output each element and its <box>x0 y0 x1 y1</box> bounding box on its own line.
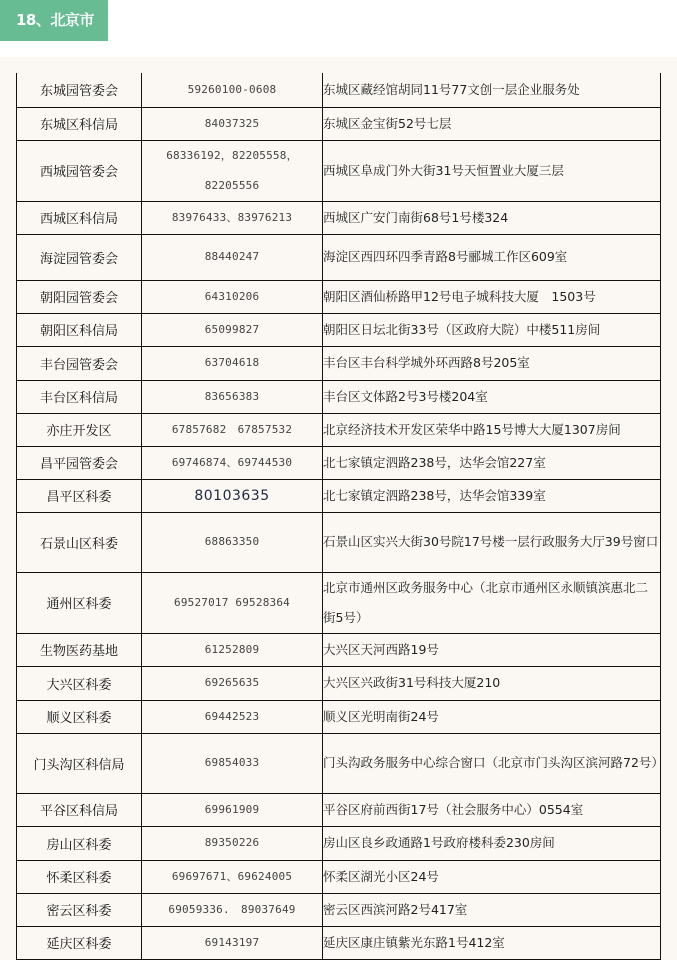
address-cell: 朝阳区酒仙桥路甲12号电子城科技大厦 1503号 <box>323 280 661 313</box>
table-row <box>17 73 661 107</box>
table-row <box>17 280 661 313</box>
org-name-cell: 密云区科委 <box>17 893 142 926</box>
phone-cell: 69059336. 89037649 <box>142 893 323 926</box>
address-cell: 北京经济技术开发区荣华中路15号博大大厦1307房间 <box>323 413 661 446</box>
phone-cell: 88440247 <box>142 234 323 280</box>
address-cell: 大兴区天河西路19号 <box>323 633 661 666</box>
org-name-cell: 东城区科信局 <box>17 107 142 140</box>
address-cell: 房山区良乡政通路1号政府楼科委230房间 <box>323 826 661 860</box>
org-name-cell: 朝阳区科信局 <box>17 313 142 346</box>
org-name-cell: 房山区科委 <box>17 826 142 860</box>
phone-cell: 59260100-0608 <box>142 73 323 107</box>
address-cell: 西城区阜成门外大街31号天恒置业大厦三层 <box>323 140 661 201</box>
table-row <box>17 926 661 959</box>
address-cell: 丰台区文体路2号3号楼204室 <box>323 380 661 413</box>
table-row <box>17 512 661 572</box>
phone-cell: 69746874、69744530 <box>142 446 323 479</box>
table-row <box>17 313 661 346</box>
table-row <box>17 234 661 280</box>
address-cell: 朝阳区日坛北街33号（区政府大院）中楼511房间 <box>323 313 661 346</box>
org-name-cell: 昌平区科委 <box>17 479 142 512</box>
phone-cell: 65099827 <box>142 313 323 346</box>
org-name-cell: 朝阳园管委会 <box>17 280 142 313</box>
table-row <box>17 107 661 140</box>
table-row <box>17 893 661 926</box>
address-cell: 顺义区光明南街24号 <box>323 700 661 733</box>
table-row <box>17 826 661 860</box>
address-cell: 延庆区康庄镇紫光东路1号412室 <box>323 926 661 959</box>
section-heading: 18、北京市 <box>0 0 108 41</box>
table-row <box>17 572 661 633</box>
org-name-cell: 门头沟区科信局 <box>17 733 142 793</box>
org-name-cell: 怀柔区科委 <box>17 860 142 893</box>
table-row <box>17 633 661 666</box>
address-cell: 大兴区兴政街31号科技大厦210 <box>323 666 661 700</box>
address-cell: 怀柔区湖光小区24号 <box>323 860 661 893</box>
org-name-cell: 昌平园管委会 <box>17 446 142 479</box>
table-row <box>17 733 661 793</box>
phone-cell: 69265635 <box>142 666 323 700</box>
org-name-cell: 西城园管委会 <box>17 140 142 201</box>
org-name-cell: 延庆区科委 <box>17 926 142 959</box>
table-row <box>17 140 661 201</box>
phone-cell: 83976433、83976213 <box>142 201 323 234</box>
phone-cell: 83656383 <box>142 380 323 413</box>
table-row <box>17 380 661 413</box>
address-cell: 西城区广安门南街68号1号楼324 <box>323 201 661 234</box>
table-row <box>17 700 661 733</box>
phone-cell: 69527017 69528364 <box>142 572 323 633</box>
phone-cell: 68336192，82205558，82205556 <box>142 140 323 201</box>
phone-cell: 61252809 <box>142 633 323 666</box>
org-name-cell: 东城园管委会 <box>17 73 142 107</box>
phone-cell: 69961909 <box>142 793 323 826</box>
address-cell: 北七家镇定泗路238号，达华会馆227室 <box>323 446 661 479</box>
phone-cell: 67857682 67857532 <box>142 413 323 446</box>
phone-cell: 80103635 <box>142 479 323 512</box>
address-cell: 密云区西滨河路2号417室 <box>323 893 661 926</box>
table-row <box>17 201 661 234</box>
phone-cell: 84037325 <box>142 107 323 140</box>
address-cell: 平谷区府前西街17号（社会服务中心）0554室 <box>323 793 661 826</box>
address-cell: 东城区金宝街52号七层 <box>323 107 661 140</box>
org-name-cell: 亦庄开发区 <box>17 413 142 446</box>
address-cell: 门头沟政务服务中心综合窗口（北京市门头沟区滨河路72号） <box>323 733 661 793</box>
org-name-cell: 石景山区科委 <box>17 512 142 572</box>
address-cell: 海淀区西四环四季青路8号郦城工作区609室 <box>323 234 661 280</box>
phone-cell: 69143197 <box>142 926 323 959</box>
address-cell: 丰台区丰台科学城外环西路8号205室 <box>323 346 661 380</box>
phone-cell: 63704618 <box>142 346 323 380</box>
phone-cell: 64310206 <box>142 280 323 313</box>
table-row <box>17 413 661 446</box>
table-row <box>17 479 661 512</box>
address-cell: 东城区藏经馆胡同11号77文创一层企业服务处 <box>323 73 661 107</box>
org-name-cell: 平谷区科信局 <box>17 793 142 826</box>
table-row <box>17 666 661 700</box>
phone-cell: 68863350 <box>142 512 323 572</box>
org-name-cell: 丰台区科信局 <box>17 380 142 413</box>
org-name-cell: 通州区科委 <box>17 572 142 633</box>
org-name-cell: 海淀园管委会 <box>17 234 142 280</box>
address-cell: 北七家镇定泗路238号，达华会馆339室 <box>323 479 661 512</box>
table-row <box>17 860 661 893</box>
address-cell: 北京市通州区政务服务中心（北京市通州区永顺镇滨惠北二街5号） <box>323 572 661 633</box>
org-name-cell: 顺义区科委 <box>17 700 142 733</box>
table-row <box>17 793 661 826</box>
org-name-cell: 大兴区科委 <box>17 666 142 700</box>
phone-cell: 89350226 <box>142 826 323 860</box>
phone-cell: 69442523 <box>142 700 323 733</box>
phone-cell: 69697671、69624005 <box>142 860 323 893</box>
org-name-cell: 生物医药基地 <box>17 633 142 666</box>
table-row <box>17 346 661 380</box>
contacts-table <box>16 73 664 960</box>
org-name-cell: 西城区科信局 <box>17 201 142 234</box>
address-cell: 石景山区实兴大街30号院17号楼一层行政服务大厅39号窗口 <box>323 512 661 572</box>
phone-cell: 69854033 <box>142 733 323 793</box>
org-name-cell: 丰台园管委会 <box>17 346 142 380</box>
table-row <box>17 446 661 479</box>
